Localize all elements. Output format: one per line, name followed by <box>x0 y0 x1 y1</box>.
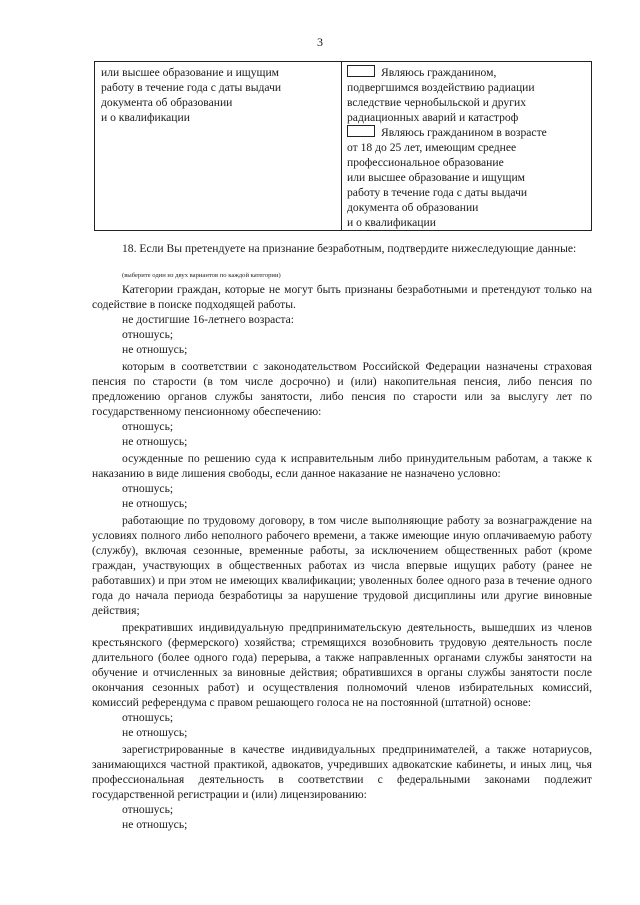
age-18-25-checkbox[interactable] <box>347 125 375 137</box>
option-line: радиационных аварий и катастроф <box>347 111 519 124</box>
option-line: документа об образовании <box>347 201 479 214</box>
table-divider <box>341 62 342 230</box>
categories-intro: Категории граждан, которые не могут быть признаны безработными и претендуют только на содействие в поиске подходящей работы. <box>92 283 592 311</box>
option-yes[interactable]: отношусь; <box>122 482 174 495</box>
category-convicted: осужденные по решению суда к исправительным либо принудительным работам, а также к наказанию в виде лишения свободы, если данное наказание не назначено условно: <box>92 452 592 480</box>
option-no[interactable]: не отношусь; <box>122 497 188 510</box>
page-number: 3 <box>317 35 323 49</box>
left-cell-line: или высшее образование и ищущим <box>101 66 279 79</box>
option-line: вследствие чернобыльской и других <box>347 96 526 109</box>
left-cell-line: и о квалификации <box>101 111 190 124</box>
question-hint: (выберите один из двух вариантов по каждой категории) <box>122 272 281 279</box>
option-no[interactable]: не отношусь; <box>122 435 188 448</box>
left-cell-line: документа об образовании <box>101 96 233 109</box>
option-yes[interactable]: отношусь; <box>122 328 174 341</box>
option-line: работу в течение года с даты выдачи <box>347 186 528 199</box>
option-line: от 18 до 25 лет, имеющим среднее <box>347 141 517 154</box>
option-line: профессиональное образование <box>347 156 504 169</box>
table-left-cell <box>101 65 337 125</box>
question-18-title: 18. Если Вы претендуете на признание безработным, подтвердите нижеследующие данные: <box>122 242 577 255</box>
option-line: или высшее образование и ищущим <box>347 171 525 184</box>
option-yes[interactable]: отношусь; <box>122 420 174 433</box>
option-no[interactable]: не отношусь; <box>122 818 188 831</box>
option-line: подвергшимся воздействию радиации <box>347 81 535 94</box>
radiation-checkbox[interactable] <box>347 65 375 77</box>
category-pensioners: которым в соответствии с законодательством Российской Федерации назначены страховая пенсия по старости (в том числе досрочно) и (или) накопительная пенсия, либо пенсия по предложению органов службы занятости, либо пенсия по старости или за выслугу лет по государственному пенсионному обеспечению: <box>92 360 592 418</box>
category-registered-entrepreneurs: зарегистрированные в качестве индивидуальных предпринимателей, а также нотариусов, занимающихся частной практикой, адвокатов, учредивших адвокатские кабинеты, и иных лиц, чья профессиональная деятельность в соответствии с федеральными законами подлежит государственной регистрации и (или) лицензированию: <box>92 743 592 801</box>
option-no[interactable]: не отношусь; <box>122 343 188 356</box>
left-cell-line: работу в течение года с даты выдачи <box>101 81 282 94</box>
category-under-16: не достигшие 16-летнего возраста: <box>122 313 294 326</box>
options-table <box>94 61 592 231</box>
option-no[interactable]: не отношусь; <box>122 726 188 739</box>
option-yes[interactable]: отношусь; <box>122 803 174 816</box>
option-yes[interactable]: отношусь; <box>122 711 174 724</box>
table-right-cell <box>347 65 589 230</box>
category-ceased-business: прекративших индивидуальную предпринимательскую деятельность, вышедших из членов крестьянского (фермерского) хозяйства; стремящихся возобновить трудовую деятельность после длительного (более одного года) перерыва, а также направленных органами службы занятости на обучение и отчисленных за виновные действия; обратившихся в органы службы занятости после окончания сезонных работ) и осуществления полномочий членов избирательных комиссий, комиссий референдума с правом решающего голоса не на постоянной (штатной) основе: <box>92 621 592 709</box>
option-line: Являюсь гражданином в возрасте <box>381 126 547 139</box>
option-line: и о квалификации <box>347 216 436 229</box>
option-line: Являюсь гражданином, <box>381 66 497 79</box>
category-employed: работающие по трудовому договору, в том числе выполняющие работу за вознаграждение на условиях полного либо неполного рабочего времени, а также имеющие иную оплачиваемую работу (службу), включая сезонные, временные работы, за исключением общественных работ (кроме граждан, участвующих в общественных работах из числа впервые ищущих работу (ранее не работавших) и при этом не имеющих квалификации; уволенных более одного раза в течение одного года до начала периода безработицы за нарушение трудовой дисциплины или другие виновные действия; <box>92 514 592 617</box>
categories-block <box>92 282 592 832</box>
